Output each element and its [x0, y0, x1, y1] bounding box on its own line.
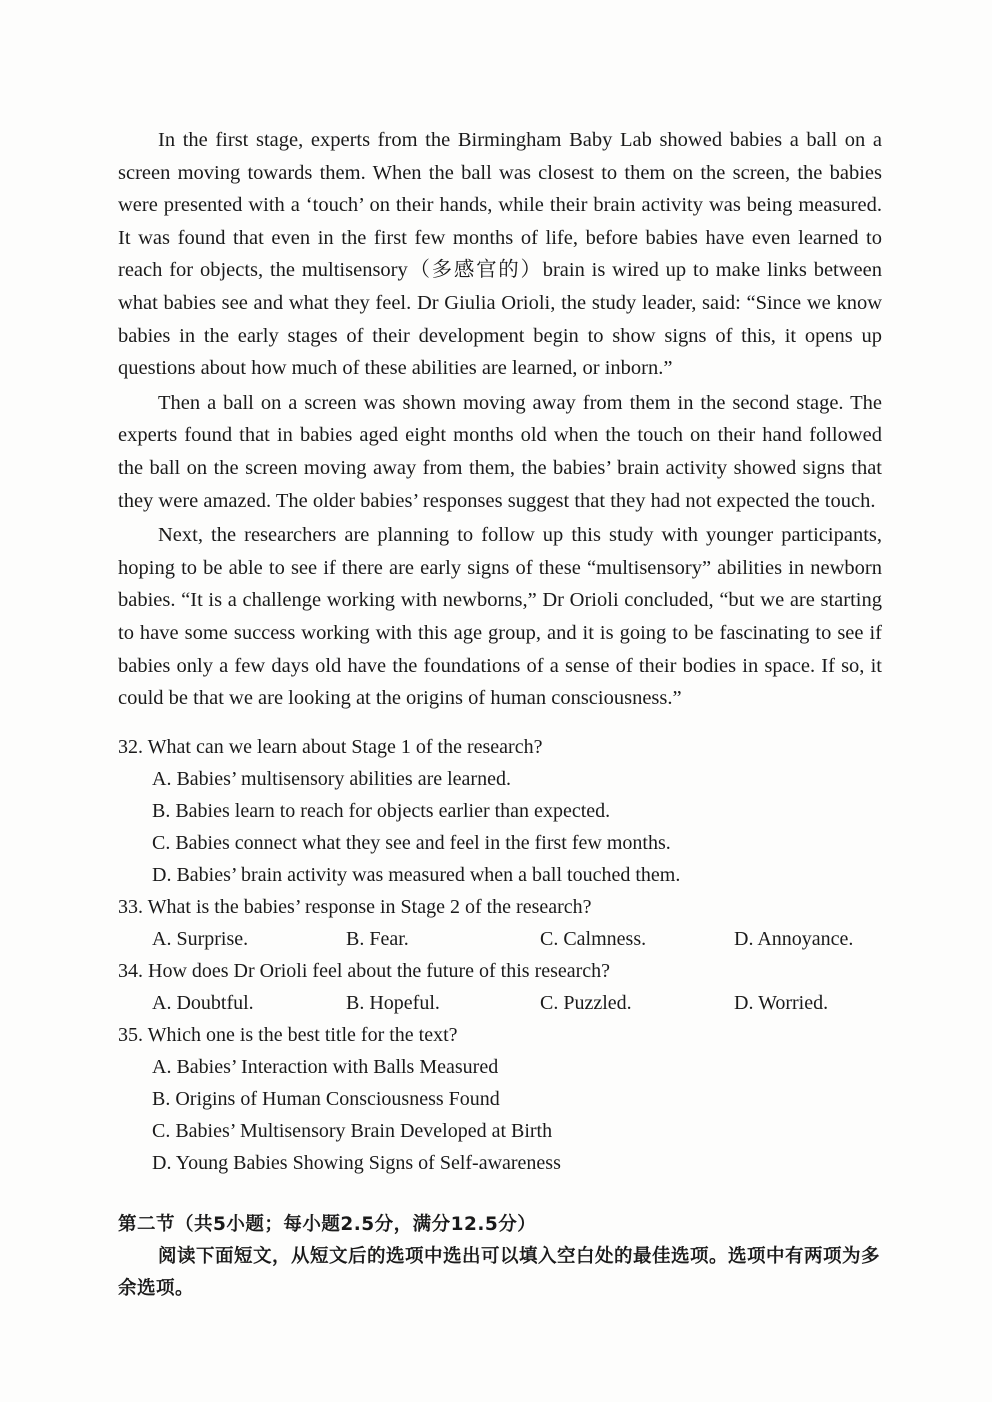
section-title: 第二节（共5小题；每小题2.5分，满分12.5分）: [118, 1213, 537, 1235]
section-2: [118, 1209, 882, 1305]
option-d: D. Worried.: [734, 991, 829, 1014]
question-32: [118, 731, 882, 891]
option-b: B. Babies learn to reach for objects earlier than expected.: [152, 799, 611, 822]
passage-paragraph-1: In the first stage, experts from the Birmingham Baby Lab showed babies a ball on a screen moving towards them. When the ball was closest to them on the screen, the babies were presented with a ‘touch’ on their hands, while their brain activity was being measured. It was found that even in the first few months of life, before babies have even learned to reach for objects, the multisensory（多感官的）brain is wired up to make links between what babies see and what they feel. Dr Giulia Orioli, the study leader, said: “Since we know babies in the early stages of their development begin to show signs of this, it opens up questions about how much of these abilities are learned, or inborn.”: [118, 129, 882, 380]
option-c: C. Babies connect what they see and feel in the first few months.: [152, 831, 671, 854]
page-content: [118, 124, 882, 1305]
option-d: D. Young Babies Showing Signs of Self-awareness: [152, 1151, 561, 1174]
option-a: A. Babies’ Interaction with Balls Measured: [152, 1055, 499, 1078]
question-33: [118, 891, 882, 955]
reading-passage: [118, 124, 882, 715]
question-34: [118, 955, 882, 1019]
question-stem: 32. What can we learn about Stage 1 of the research?: [118, 735, 543, 758]
passage-paragraph-2: Then a ball on a screen was shown moving away from them in the second stage. The experts found that in babies aged eight months old when the touch on their hand followed the ball on the screen moving away from them, the babies’ brain activity showed signs that they were amazed. The older babies’ responses suggest that they had not expected the touch.: [118, 391, 882, 512]
option-c: C. Babies’ Multisensory Brain Developed at Birth: [152, 1119, 553, 1142]
option-c: C. Puzzled.: [540, 991, 632, 1014]
question-list: [118, 731, 882, 1179]
question-stem: 34. How does Dr Orioli feel about the future of this research?: [118, 959, 611, 982]
question-stem: 33. What is the babies’ response in Stage 2 of the research?: [118, 895, 592, 918]
option-d: D. Annoyance.: [734, 927, 854, 950]
passage-paragraph-3: Next, the researchers are planning to follow up this study with younger participants, hoping to be able to see if there are early signs of these “multisensory” abilities in newborn babies. “It is a challenge working with newborns,” Dr Orioli concluded, “but we are starting to have some success working with this age group, and it is going to be fascinating to see if babies only a few days old have the foundations of a sense of their bodies in space. If so, it could be that we are looking at the origins of human consciousness.”: [118, 524, 882, 710]
option-a: A. Doubtful.: [152, 991, 254, 1014]
option-b: B. Hopeful.: [346, 991, 440, 1014]
option-a: A. Surprise.: [152, 927, 249, 950]
option-b: B. Fear.: [346, 927, 409, 950]
question-stem: 35. Which one is the best title for the text?: [118, 1023, 458, 1046]
question-35: [118, 1019, 882, 1179]
option-row: [152, 923, 882, 955]
section-instruction: 阅读下面短文，从短文后的选项中选出可以填入空白处的最佳选项。选项中有两项为多余选项。: [118, 1245, 881, 1299]
option-a: A. Babies’ multisensory abilities are learned.: [152, 767, 511, 790]
option-c: C. Calmness.: [540, 927, 647, 950]
option-row: [152, 987, 882, 1019]
option-b: B. Origins of Human Consciousness Found: [152, 1087, 500, 1110]
option-d: D. Babies’ brain activity was measured when a ball touched them.: [152, 863, 681, 886]
